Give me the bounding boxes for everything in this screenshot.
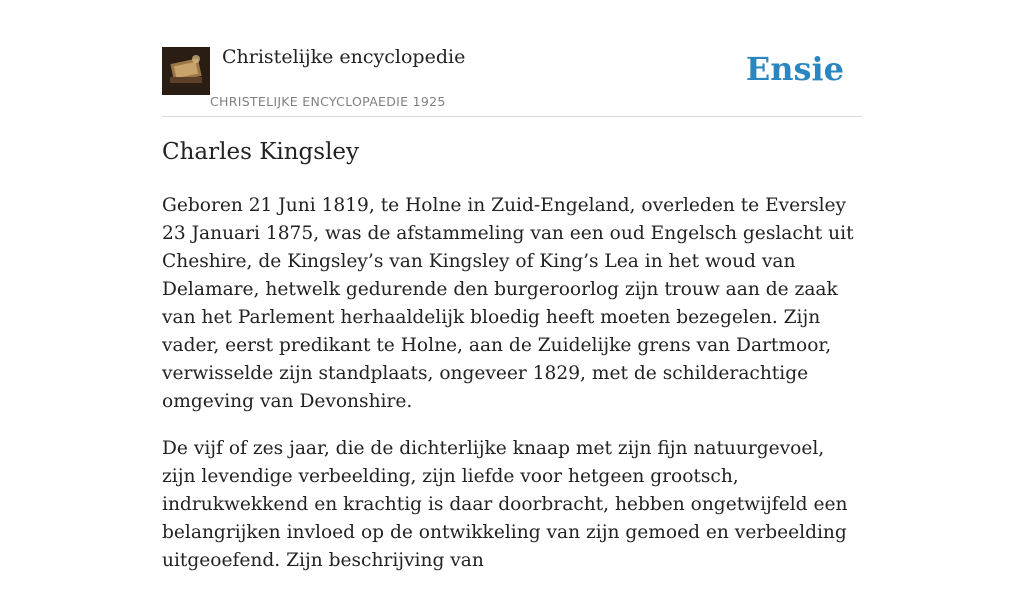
ensie-logo-link[interactable]: Ensie [745, 50, 844, 88]
book-image-icon [162, 47, 210, 95]
article-title: Charles Kingsley [162, 139, 360, 165]
source-avatar[interactable] [162, 47, 210, 95]
source-subtitle: CHRISTELIJKE ENCYCLOPAEDIE 1925 [210, 94, 446, 109]
article-paragraph: Geboren 21 Juni 1819, te Holne in Zuid-Engeland, overleden te Eversley 23 Januari 1875, was de afstammeling van een oud Engelsch geslacht uit Cheshire, de Kingsley’s van Kingsley of King’s Lea in het woud van Delamare, hetwelk gedurende den burgeroorlog zijn trouw aan de zaak van het Parlement herhaaldelijk bloedig heeft moeten bezegelen. Zijn vader, eerst predikant te Holne, aan de Zuidelijke grens van Dartmoor, verwisselde zijn standplaats, ongeveer 1829, met de schilderachtige omgeving van Devonshire. [162, 195, 854, 412]
source-title[interactable]: Christelijke encyclopedie [222, 46, 466, 68]
article-paragraph: De vijf of zes jaar, die de dichterlijke knaap met zijn fijn natuurgevoel, zijn levendige verbeelding, zijn liefde voor hetgeen grootsch, indrukwekkend en krachtig is daar doorbracht, hebben ongetwijfeld een belangrijken invloed op de ontwikkeling van zijn gemoed en verbeelding uitgeoefend. Zijn beschrijving van [162, 438, 848, 571]
source-header [162, 46, 862, 117]
article-body [162, 192, 862, 594]
